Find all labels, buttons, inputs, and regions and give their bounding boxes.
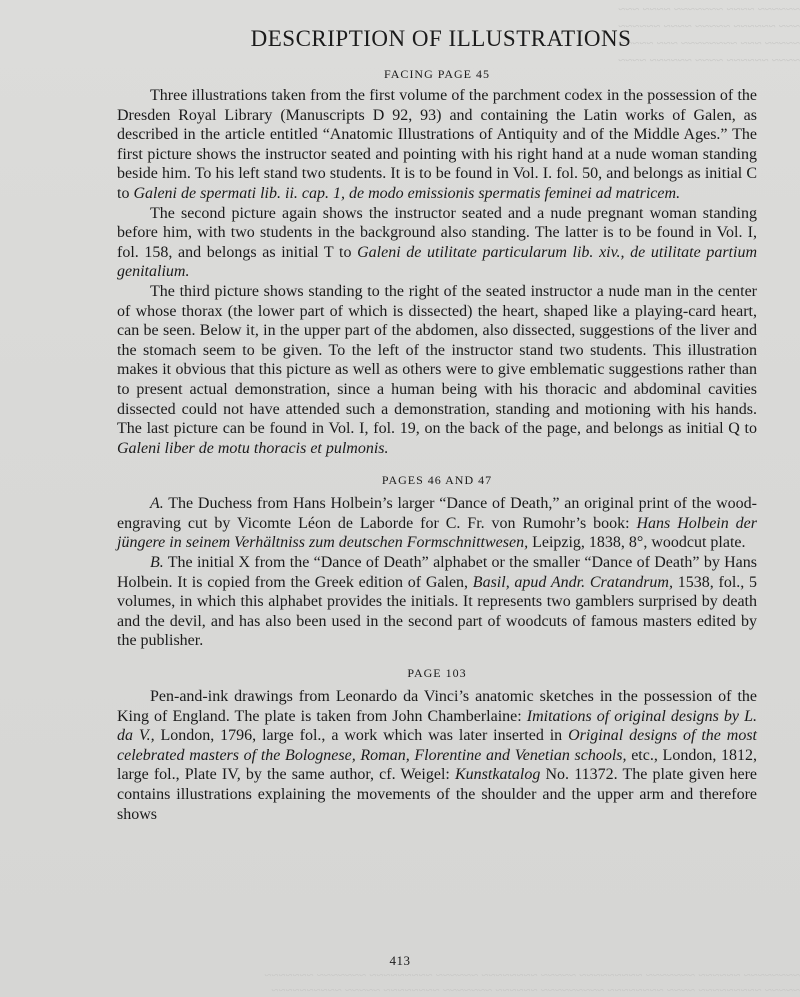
italic-citation: Galeni liber de motu thoracis et pulmonis. (117, 439, 389, 457)
paragraph-text: 1538, fol., 5 volumes, in which this alphabet provides the initials. It represents two gamblers surprised by death and the devil, and has also been used in the second part of woodcuts of famous masters edited by the publisher. (117, 573, 758, 650)
paragraph (117, 204, 757, 282)
paragraph (117, 687, 757, 824)
italic-citation: Galeni de spermati lib. ii. cap. 1, de modo emissionis spermatis feminei ad matricem. (133, 184, 681, 202)
paragraph-text: Three illustrations taken from the first volume of the parchment codex in the possession of the Dresden Royal Library (Manuscripts D 92, 93) and containing the Latin works of Galen, as described in the article entitled “Anatomic Illustrations of Antiquity and of the Middle Ages.” The first picture shows the instructor seated and pointing with his right hand at a nude woman standing beside him. To his left stand two students. It is to be found in Vol. I. fol. 50, and belongs as initial C to (117, 87, 757, 202)
italic-citation: Kunstkatalog (455, 766, 541, 784)
paragraph-text: London, 1796, large fol., a work which was later inserted in (154, 727, 569, 745)
paragraph (117, 494, 757, 553)
paragraph-text: The initial X from the “Dance of Death” alphabet or the smaller “Dance of Death” by Hans Holbein. It is copied from the Greek edition of Galen, (117, 554, 757, 591)
italic-citation: Original designs of the most celebrated masters of the Bolognese, Roman, Florentine and Venetian schools, (117, 727, 757, 764)
section-heading: PAGE 103 (407, 666, 467, 681)
paragraph-text: The third picture shows standing to the right of the seated instructor a nude man in the center of whose thorax (the lower part of which is dissected) the heart, shaped like a playing-card heart, can be seen. Below it, in the upper part of the abdomen, also dissected, suggestions of the liver and the stomach seem to be given. To the left of the instructor stand two students. This illustration makes it obvious that this picture as well as others were to give emblematic suggestions rather than to present actual demonstration, since a human being with his thoracic and abdominal cavities dissected could not have attended such a demonstration, standing and motioning with his hands. The last picture can be found in Vol. I, fol. 19, on the back of the page, and belongs as initial Q to (117, 282, 757, 438)
paragraph (117, 86, 757, 204)
page-title: DESCRIPTION OF ILLUSTRATIONS (250, 26, 632, 51)
item-label: A. (150, 495, 164, 513)
section-heading: PAGES 46 AND 47 (381, 473, 493, 488)
show-through-text-bottom: ~~~~~~~~ ~~~~~~ ~~~~~~~ ~~~~~~~~~ ~~~~~ ~~~~~~~~ ~~~~~~ ~~~~~~~~~ ~~~~~~~ ~~~~~~~ ~~~~~ ~~~~~~~~~ ~~~~ ~~~~~~~~ ~~~~~~~~~ ~~~~~~ ~~~~~~~ ~~~~~~~~ ~~~~~ ~~~~~~~~~~ (264, 967, 800, 997)
show-through-text-top: ~~~~~~ ~~~~ ~~~~~~~ ~~~~ ~~~ ~~~ ~~~~~~ ~~~~~ ~~~~ ~~~~~~ ~~~~~ ~~~ ~~~~~~~~ ~~~ ~~~~~ ~~~~ ~~~~~~ ~~~~ ~~~~~~ ~~~~ (618, 1, 800, 67)
italic-citation: Imitations of original designs by L. da V., (117, 707, 757, 745)
section-pages-46-47 (117, 466, 757, 651)
paragraph-text: Leipzig, 1838, 8°, woodcut plate. (528, 534, 746, 552)
paragraph (117, 553, 757, 651)
paragraph (117, 282, 757, 458)
italic-citation: Hans Holbein der jüngere in seinem Verhältniss zum deutschen Formschnittwesen, (117, 514, 758, 552)
section-facing-page-45 (117, 60, 757, 458)
item-label: B. (150, 554, 164, 572)
page-number: 413 (389, 953, 411, 968)
paragraph-text: No. 11372. The plate given here contains illustrations explaining the movements of the shoulder and the upper arm and therefore shows (117, 766, 757, 823)
italic-citation: Basil, apud Andr. Cratandrum, (472, 573, 673, 591)
page-content (117, 18, 757, 824)
paragraph-text: Pen-and-ink drawings from Leonardo da Vinci’s anatomic sketches in the possession of the King of England. The plate is taken from John Chamberlaine: (117, 688, 757, 725)
section-heading: FACING PAGE 45 (383, 67, 490, 81)
paragraph-text: The Duchess from Hans Holbein’s larger “Dance of Death,” an original print of the wood-engraving cut by Vicomte Léon de Laborde for C. Fr. von Rumohr’s book: (117, 495, 757, 532)
paragraph-text: The second picture again shows the instructor seated and a nude pregnant woman standing before him, with two students in the background also standing. The latter is to be found in Vol. I, fol. 158, and belongs as initial T to (117, 204, 757, 261)
paragraph-text: etc., London, 1812, large fol., Plate IV, by the same author, cf. Weigel: (117, 746, 758, 784)
italic-citation: Galeni de utilitate particularum lib. xiv., de utilitate partium genitalium. (117, 243, 757, 281)
section-page-103 (117, 659, 757, 824)
